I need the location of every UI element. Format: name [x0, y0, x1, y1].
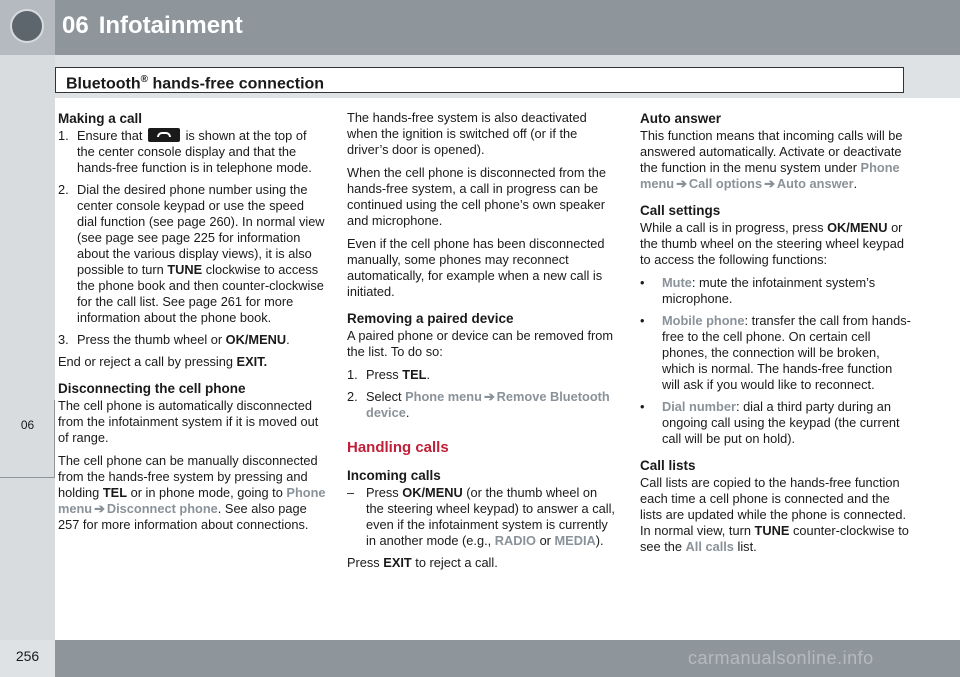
call-settings-text: While a call is in progress, press OK/MENU or the thumb wheel on the steering wheel keypad to access the following functions: [640, 220, 904, 267]
chapter-title [62, 8, 243, 44]
arrow-right-icon: ➔ [676, 176, 687, 191]
deactivated-text: The hands-free system is also deactivated when the ignition is switched off (or if the driver’s door is opened). [347, 110, 587, 157]
incoming-item: – Press OK/MENU (or the thumb wheel on the steering wheel keypad) to answer a call, even if the infotainment system is currently in another mode (e.g., RADIO or MEDIA). [347, 485, 615, 548]
disconnected-call-text: When the cell phone is disconnected from the hands-free system, a call in progress can be continued using the cell phone’s own speaker and microphone. [347, 165, 606, 228]
arrow-right-icon: ➔ [94, 501, 105, 516]
menu-phone-menu: Phone menu [640, 160, 900, 191]
column-1 [58, 110, 326, 540]
step-3: 3. Press the thumb wheel or OK/MENU. [58, 332, 290, 347]
bullet-mobile-phone: • Mobile phone: transfer the call from hands-free to the cell phone. On certain cell phones, the connection will be broken, which is normal. The hands-free function will ask if you would like to reconnect. [640, 313, 911, 392]
heading-call-lists: Call lists [640, 458, 696, 473]
reconnect-text: Even if the cell phone has been disconnected manually, some phones may reconnect automatically, for example when a new call is initiated. [347, 236, 605, 299]
chapter-number: 06 [62, 12, 89, 39]
heading-removing-device: Removing a paired device [347, 311, 514, 326]
column-3 [640, 110, 912, 562]
step-2: 2. Dial the desired phone number using the center console keypad or use the speed dial function (see page 260). In normal view (see page see page 225 for information about the various display views), it is also possible to turn TUNE clockwise to access the phone book and then counter-clockwise for the call list. See page 261 for more information about the phone book. [58, 182, 325, 325]
menu-remove-device: Remove Bluetooth device [366, 389, 610, 420]
menu-auto-answer: Auto answer [776, 176, 854, 191]
mode-media: MEDIA [554, 533, 596, 548]
heading-incoming-calls: Incoming calls [347, 468, 441, 483]
side-strip [0, 55, 55, 640]
remove-text: A paired phone or device can be removed from the list. To do so: [347, 328, 614, 359]
arrow-right-icon: ➔ [483, 389, 495, 404]
auto-answer-text: This function means that incoming calls will be answered automatically. Activate or deactivate the function in the menu system under Phone menu ➔ Call options ➔ Auto answer. [640, 128, 903, 191]
bullet-mute: • Mute: mute the infotainment system’s microphone. [640, 275, 876, 306]
remove-step-1: 1. Press TEL. [347, 367, 431, 382]
end-call-text: End or reject a call by pressing EXIT. [58, 354, 268, 369]
disconnect-text-1: The cell phone is automatically disconnected from the infotainment system if it is moved out of range. [58, 398, 319, 445]
side-tab-label: 06 [20, 418, 35, 432]
chapter-badge-icon [10, 9, 44, 43]
watermark: carmanualsonline.info [688, 648, 874, 668]
bullet-dial-number: • Dial number: dial a third party during an ongoing call using the keypad (the current call will be put on hold). [640, 399, 900, 446]
menu-call-options: Call options [688, 176, 763, 191]
chapter-side-tab [0, 400, 55, 478]
arrow-right-icon: ➔ [764, 176, 775, 191]
chapter-name: Infotainment [98, 12, 243, 39]
page-number: 256 [15, 648, 40, 664]
reject-text: Press EXIT to reject a call. [347, 555, 498, 570]
heading-call-settings: Call settings [640, 203, 721, 218]
phone-handset-icon [148, 128, 180, 142]
registered-mark: ® [140, 74, 149, 85]
menu-disconnect-phone: Disconnect phone [106, 501, 218, 516]
heading-making-a-call: Making a call [58, 111, 143, 126]
remove-step-2: 2. Select Phone menu ➔ Remove Bluetooth device. [347, 389, 610, 420]
menu-phone-menu: Phone menu [58, 485, 326, 516]
step-1: 1. Ensure that is shown at the top of the center console display and that the hands-free function is in telephone mode. [58, 128, 312, 175]
mode-radio: RADIO [494, 533, 536, 548]
heading-handling-calls: Handling calls [347, 439, 449, 456]
menu-all-calls: All calls [685, 539, 734, 554]
call-lists-text: Call lists are copied to the hands-free function each time a cell phone is connected and the lists are updated while the phone is connected. In normal view, turn TUNE counter-clockwise to see the All calls list. [640, 475, 909, 554]
heading-auto-answer: Auto answer [640, 111, 722, 126]
heading-disconnecting: Disconnecting the cell phone [58, 381, 246, 396]
section-title: Bluetooth® hands-free connection [66, 74, 325, 93]
menu-phone-menu: Phone menu [405, 389, 482, 404]
column-2 [347, 110, 617, 578]
disconnect-text-2: The cell phone can be manually disconnected from the hands-free system by pressing and holding TEL or in phone mode, going to Phone menu ➔ Disconnect phone. See also page 257 for more information about connections. [58, 453, 326, 532]
